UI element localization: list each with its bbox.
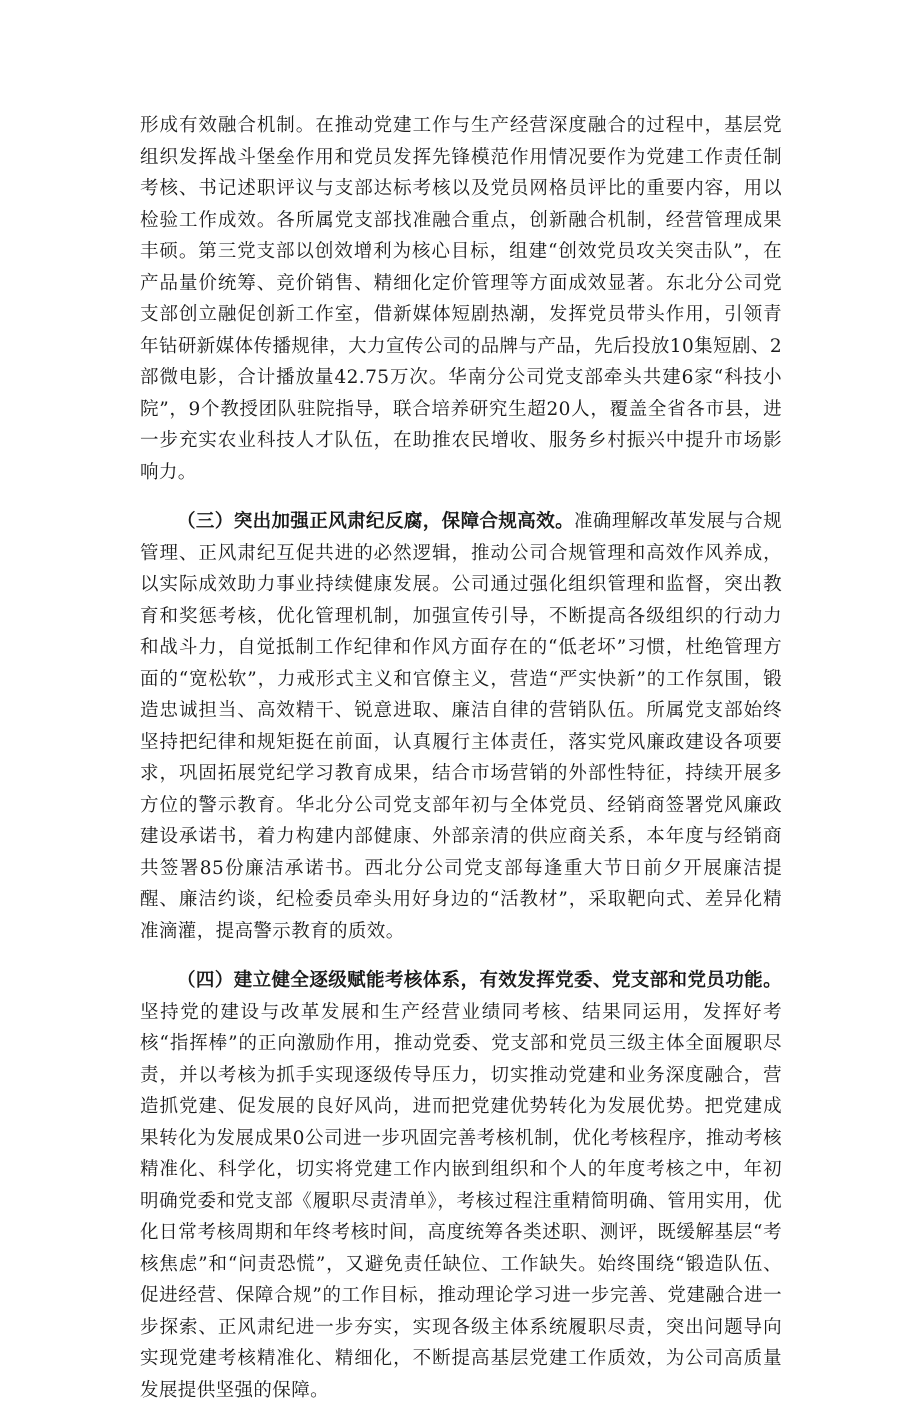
section-heading: （三）突出加强正风肃纪反腐，保障合规高效。 bbox=[177, 511, 575, 532]
paragraph-section-4 bbox=[140, 965, 782, 1406]
paragraph-text: 坚持党的建设与改革发展和生产经营业绩同考核、结果同运用，发挥好考核“指挥棒”的正向激励作用，推动党委、党支部和党员三级主体全面履职尽责，并以考核为抓手实现逐级传导压力，切实推动党建和业务深度融合，营造抓党建、促发展的良好风尚，进而把党建优势转化为发展优势。把党建成果转化为发展成果0公司进一步巩固完善考核机制，优化考核程序，推动考核精准化、科学化，切实将党建工作内嵌到组织和个人的年度考核之中，年初明确党委和党支部《履职尽责清单》，考核过程注重精简明确、管用实用，优化日常考核周期和年终考核时间，高度统筹各类述职、测评，既缓解基层“考核焦虑”和“问责恐慌”，又避免责任缺位、工作缺失。始终围绕“锻造队伍、促进经营、保障合规”的工作目标，推动理论学习进一步完善、党建融合进一步探索、正风肃纪进一步夯实，实现各级主体系统履职尽责，突出问题导向实现党建考核精准化、精细化，不断提高基层党建工作质效，为公司高质量发展提供坚强的保障。 bbox=[140, 1001, 782, 1401]
paragraph-section-3 bbox=[140, 506, 782, 947]
paragraph-continuation bbox=[140, 110, 782, 488]
paragraph-gap bbox=[140, 488, 782, 506]
document-body bbox=[140, 110, 782, 1406]
section-heading: （四）建立健全逐级赋能考核体系，有效发挥党委、党支部和党员功能。 bbox=[177, 970, 782, 991]
paragraph-gap bbox=[140, 947, 782, 965]
paragraph-text: 形成有效融合机制。在推动党建工作与生产经营深度融合的过程中，基层党组织发挥战斗堡垒作用和党员发挥先锋模范作用情况要作为党建工作责任制考核、书记述职评议与支部达标考核以及党员网格员评比的重要内容，用以检验工作成效。各所属党支部找准融合重点，创新融合机制，经营管理成果丰硕。第三党支部以创效增利为核心目标，组建“创效党员攻关突击队”，在产品量价统筹、竞价销售、精细化定价管理等方面成效显著。东北分公司党支部创立融促创新工作室，借新媒体短剧热潮，发挥党员带头作用，引领青年钻研新媒体传播规律，大力宣传公司的品牌与产品，先后投放10集短剧、2部微电影，合计播放量42.75万次。华南分公司党支部牵头共建6家“科技小院”，9个教授团队驻院指导，联合培养研究生超20人，覆盖全省各市县，进一步充实农业科技人才队伍，在助推农民增收、服务乡村振兴中提升市场影响力。 bbox=[140, 115, 782, 483]
paragraph-text: 准确理解改革发展与合规管理、正风肃纪互促共进的必然逻辑，推动公司合规管理和高效作风养成，以实际成效助力事业持续健康发展。公司通过强化组织管理和监督，突出教育和奖惩考核，优化管理机制，加强宣传引导，不断提高各级组织的行动力和战斗力，自觉抵制工作纪律和作风方面存在的“低老坏”习惯，杜绝管理方面的“宽松软”，力戒形式主义和官僚主义，营造“严实快新”的工作氛围，锻造忠诚担当、高效精干、锐意进取、廉洁自律的营销队伍。所属党支部始终坚持把纪律和规矩挺在前面，认真履行主体责任，落实党风廉政建设各项要求，巩固拓展党纪学习教育成果，结合市场营销的外部性特征，持续开展多方位的警示教育。华北分公司党支部年初与全体党员、经销商签署党风廉政建设承诺书，着力构建内部健康、外部亲清的供应商关系，本年度与经销商共签署85份廉洁承诺书。西北分公司党支部每逢重大节日前夕开展廉洁提醒、廉洁约谈，纪检委员牵头用好身边的“活教材”，采取靶向式、差异化精准滴灌，提高警示教育的质效。 bbox=[140, 511, 782, 942]
